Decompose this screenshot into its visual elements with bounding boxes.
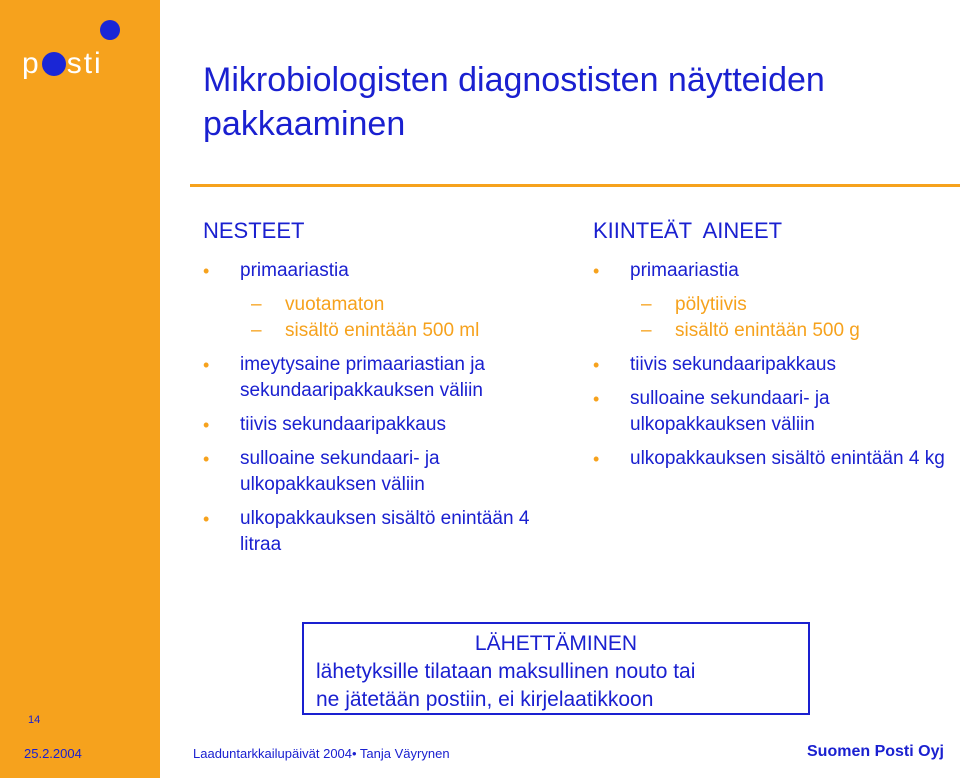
shipping-line-1: lähetyksille tilataan maksullinen nouto tai [316,660,696,683]
liquids-bullet [203,352,563,404]
logo-circle-icon [42,52,66,76]
bullet-icon: • [203,449,210,469]
footer-company: Suomen Posti Oyj [807,743,944,760]
liquids-bullet [203,258,563,284]
logo-text-sti: sti [66,47,103,80]
solids-heading: KIINTEÄT AINEET [593,218,783,243]
liquids-bullet [203,412,563,438]
bullet-icon: • [593,355,600,375]
shipping-box [302,622,810,715]
dash-icon: – [641,320,652,341]
dash-icon: – [251,294,262,315]
solids-bullet [593,386,953,438]
logo-text-p: p [22,47,41,80]
footer-date: 25.2.2004 [24,746,82,761]
slide-number: 14 [28,714,41,726]
bullet-icon: • [203,261,210,281]
subitem-text: vuotamaton [285,294,385,315]
liquids-bullet [203,506,563,558]
bullet-icon: • [593,389,600,409]
solids-column [593,216,953,480]
liquids-subitem [203,318,563,344]
subitem-text: pölytiivis [675,294,747,315]
dash-icon: – [641,294,652,315]
solids-bullet [593,446,953,472]
bullet-text: sulloaine sekundaari- ja ulkopakkauksen väliin [240,448,440,495]
shipping-title: LÄHETTÄMINEN [474,632,638,655]
page-title: Mikrobiologisten diagnostisten näytteiden pakkaaminen [203,61,825,143]
subitem-text: sisältö enintään 500 g [675,320,860,341]
bullet-text: tiivis sekundaaripakkaus [240,414,446,435]
liquids-bullet [203,446,563,498]
bullet-text: sulloaine sekundaari- ja ulkopakkauksen väliin [630,388,830,435]
shipping-line-2: ne jätetään postiin, ei kirjelaatikkoon [316,688,654,711]
solids-bullet [593,352,953,378]
logo-dot-icon [100,20,120,40]
posti-logo [22,44,152,84]
bullet-text: ulkopakkauksen sisältö enintään 4 kg [630,448,945,469]
bullet-text: tiivis sekundaaripakkaus [630,354,836,375]
subitem-text: sisältö enintään 500 ml [285,320,480,341]
liquids-heading: NESTEET [203,218,305,243]
dash-icon: – [251,320,262,341]
bullet-icon: • [593,449,600,469]
solids-bullet [593,258,953,284]
bullet-icon: • [203,355,210,375]
solids-subitem [593,318,953,344]
bullet-text: primaariastia [630,260,739,281]
bullet-text: ulkopakkauksen sisältö enintään 4 litraa [240,508,530,555]
bullet-icon: • [203,415,210,435]
bullet-icon: • [203,509,210,529]
solids-subitem [593,292,953,318]
bullet-text: primaariastia [240,260,349,281]
liquids-column [203,216,563,566]
liquids-subitem [203,292,563,318]
bullet-text: imeytysaine primaariastian ja sekundaaripakkauksen väliin [240,354,485,401]
bullet-icon: • [593,261,600,281]
orange-sidebar [0,0,160,778]
title-divider [190,184,960,187]
footer-event: Laaduntarkkailupäivät 2004• Tanja Väyrynen [193,746,450,761]
